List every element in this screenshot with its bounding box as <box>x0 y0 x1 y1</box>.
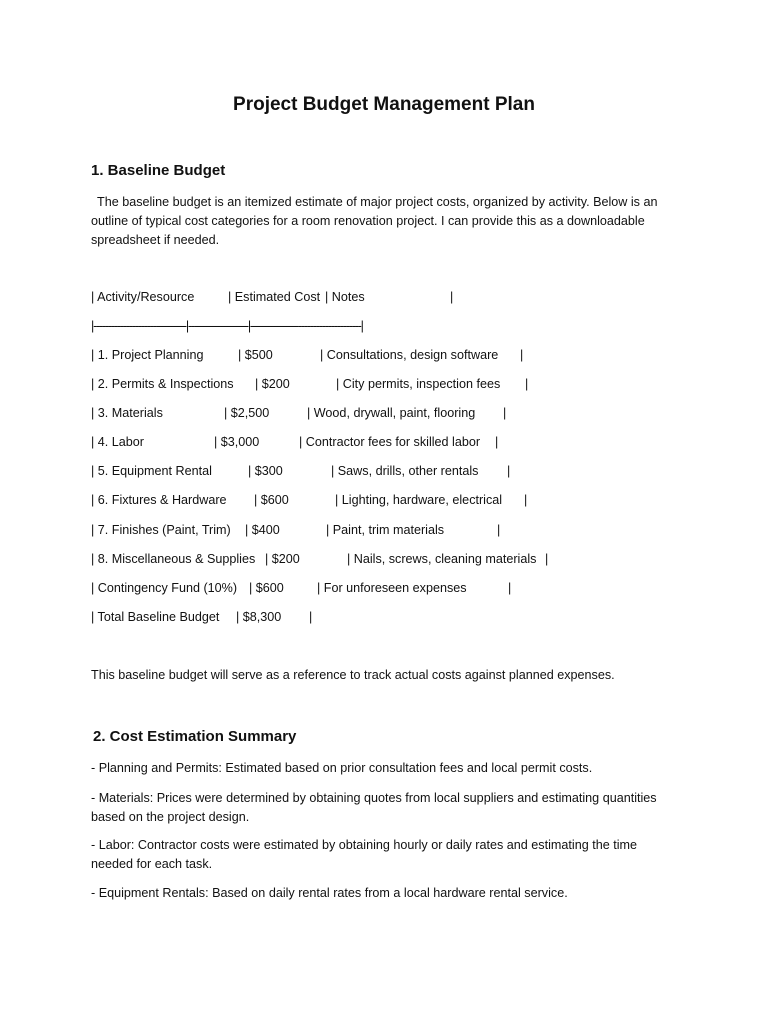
table-cell-end: | <box>508 581 512 595</box>
table-cell-notes: | Nails, screws, cleaning materials <box>347 552 537 566</box>
table-cell-end: | <box>524 493 528 507</box>
table-cell-activity: | 7. Finishes (Paint, Trim) <box>91 523 231 537</box>
table-cell-cost: | $8,300 <box>236 610 282 624</box>
table-cell-activity: | Contingency Fund (10%) <box>91 581 238 595</box>
table-cell-activity: | 5. Equipment Rental <box>91 464 212 478</box>
table-cell-notes: | For unforeseen expenses <box>317 581 467 595</box>
table-separator: |-------------------------------|--------------------|-------------------------------------| <box>91 319 363 333</box>
table-header-cell: | Notes <box>325 290 365 304</box>
page-title: Project Budget Management Plan <box>233 94 535 115</box>
table-cell-activity: | 8. Miscellaneous & Supplies <box>91 552 256 566</box>
table-cell-end: | <box>495 435 499 449</box>
table-cell-cost: | $300 <box>248 464 283 478</box>
list-item: - Planning and Permits: Estimated based on prior consultation fees and local permit costs. <box>91 761 593 775</box>
table-cell-notes: | City permits, inspection fees <box>336 377 501 391</box>
closing-paragraph: This baseline budget will serve as a reference to track actual costs against planned expenses. <box>91 668 615 682</box>
section-heading-cost-estimation: 2. Cost Estimation Summary <box>93 728 297 745</box>
table-cell-notes: | Lighting, hardware, electrical <box>335 493 503 507</box>
table-cell-cost: | $3,000 <box>214 435 260 449</box>
table-cell-cost: | $400 <box>245 523 280 537</box>
table-cell-notes: | Wood, drywall, paint, flooring <box>307 406 476 420</box>
table-cell-notes: | Paint, trim materials <box>326 523 445 537</box>
table-cell-activity: | 2. Permits & Inspections <box>91 377 234 391</box>
table-cell-activity: | 6. Fixtures & Hardware <box>91 493 227 507</box>
table-header-cell: | Estimated Cost <box>228 290 321 304</box>
table-cell-end: | <box>309 610 313 624</box>
table-cell-notes: | Contractor fees for skilled labor <box>299 435 481 449</box>
list-item: - Labor: Contractor costs were estimated by obtaining hourly or daily rates and estimating the time needed for each task. <box>91 838 637 871</box>
table-cell-end: | <box>497 523 501 537</box>
table-cell-cost: | $500 <box>238 348 273 362</box>
table-cell-cost: | $600 <box>249 581 284 595</box>
table-header-cell: | <box>450 290 454 304</box>
table-cell-activity: | 3. Materials <box>91 406 163 420</box>
table-cell-activity: | 4. Labor <box>91 435 144 449</box>
table-cell-end: | <box>525 377 529 391</box>
table-header-cell: | Activity/Resource <box>91 290 195 304</box>
table-cell-end: | <box>520 348 524 362</box>
table-cell-end: | <box>507 464 511 478</box>
section-heading-baseline-budget: 1. Baseline Budget <box>91 162 226 179</box>
table-cell-notes: | Consultations, design software <box>320 348 499 362</box>
table-cell-cost: | $200 <box>265 552 300 566</box>
table-cell-end: | <box>545 552 549 566</box>
table-cell-cost: | $200 <box>255 377 290 391</box>
list-item: - Materials: Prices were determined by obtaining quotes from local suppliers and estimating quantities based on the project design. <box>91 791 657 824</box>
table-cell-activity: | Total Baseline Budget <box>91 610 220 624</box>
table-cell-cost: | $2,500 <box>224 406 270 420</box>
table-cell-end: | <box>503 406 507 420</box>
intro-paragraph: The baseline budget is an itemized estimate of major project costs, organized by activity. Below is an outline of typical cost categories for a room renovation project. I can provide this as a downloadable spreadsheet if needed. <box>91 195 658 247</box>
table-cell-cost: | $600 <box>254 493 289 507</box>
list-item: - Equipment Rentals: Based on daily rental rates from a local hardware rental service. <box>91 886 568 900</box>
table-cell-notes: | Saws, drills, other rentals <box>331 464 479 478</box>
table-cell-activity: | 1. Project Planning <box>91 348 204 362</box>
